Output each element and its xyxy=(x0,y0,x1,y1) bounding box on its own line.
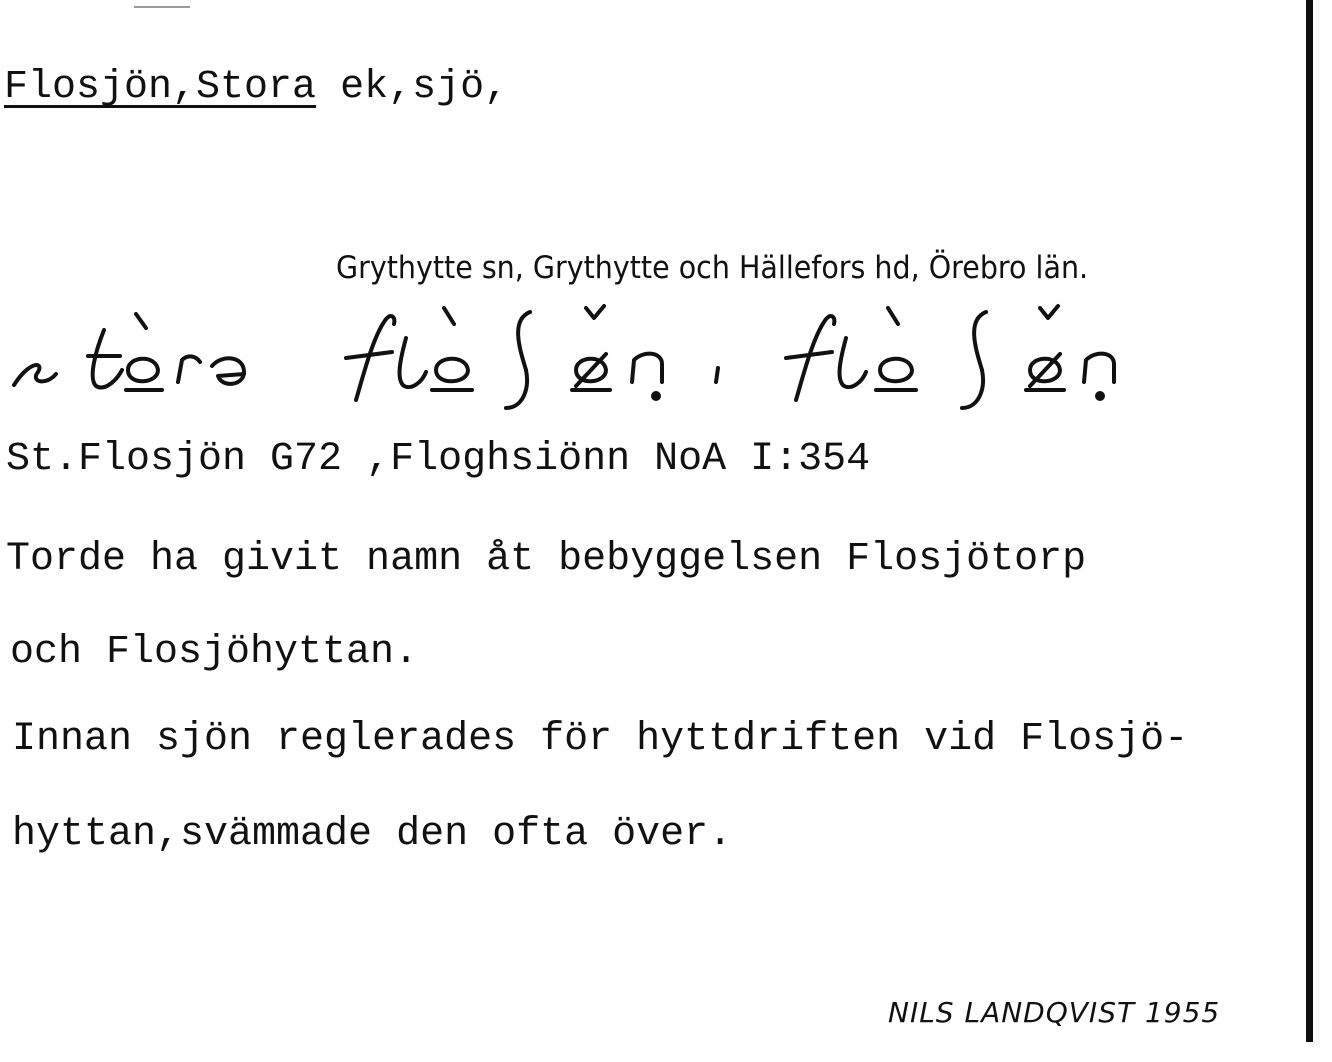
location-stamp: Grythytte sn, Grythytte och Hällefors hd, Örebro län. xyxy=(336,250,1089,286)
recorded-forms: St.Flosjön G72 ,Floghsiönn NoA I:354 xyxy=(6,437,871,482)
note-line-2: och Flosjöhyttan. xyxy=(10,630,419,675)
note-line-4: hyttan,svämmade den ofta över. xyxy=(12,812,733,857)
card-edge xyxy=(1306,0,1313,1042)
note-line-1: Torde ha givit namn åt bebyggelsen Flosjötorp xyxy=(6,537,1087,582)
headword-line xyxy=(4,65,509,110)
phonetic-handwriting xyxy=(0,290,1200,420)
note-line-3: Innan sjön reglerades för hyttdriften vid Flosjö- xyxy=(12,717,1189,762)
scan-edge-mark xyxy=(134,6,190,8)
signature-stamp: NILS LANDQVIST 1955 xyxy=(888,996,1221,1029)
headword: Flosjön,Stora xyxy=(4,65,317,110)
classification: ek,sjö, xyxy=(340,65,509,110)
phonetic-transcription xyxy=(0,290,1200,420)
